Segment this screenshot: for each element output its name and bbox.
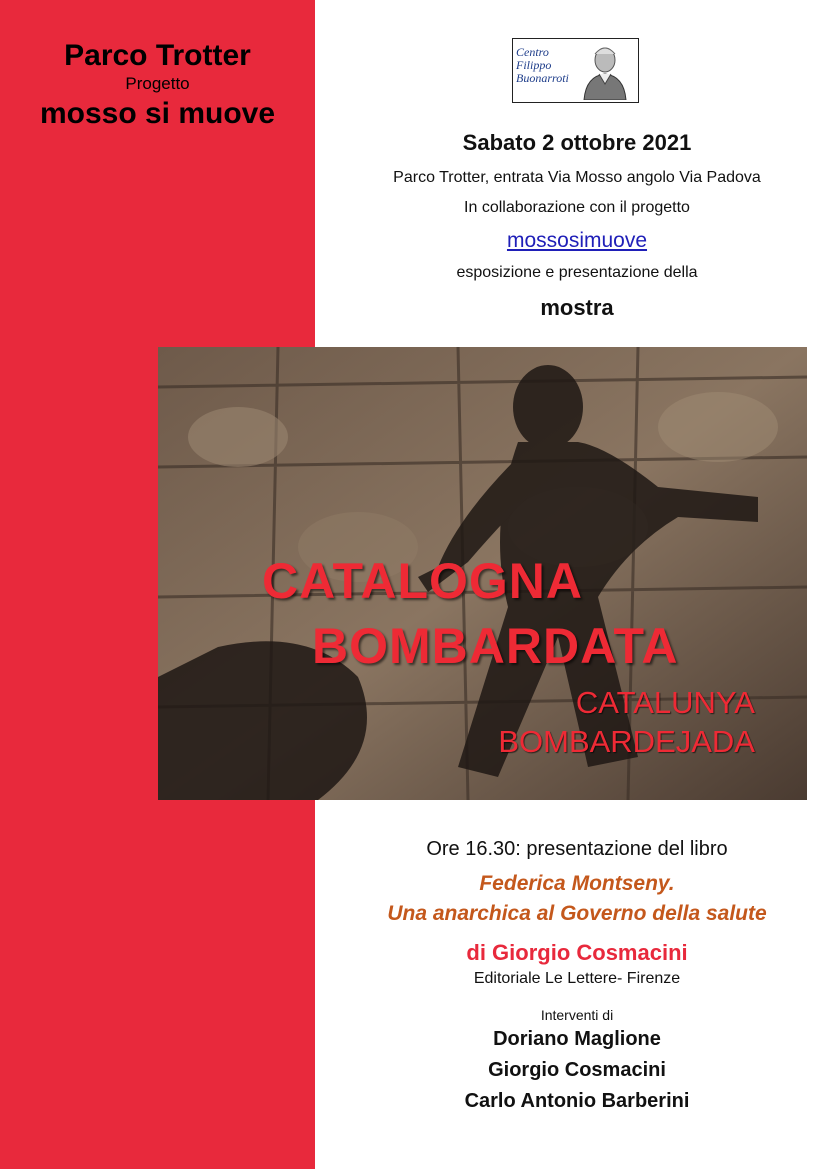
speaker-name: Giorgio Cosmacini <box>488 1059 666 1081</box>
collaboration-text: In collaborazione con il progetto <box>464 199 690 216</box>
book-title-line-1: Federica Montseny. <box>479 872 675 895</box>
speaker-name: Carlo Antonio Barberini <box>464 1090 690 1112</box>
book-publisher: Editoriale Le Lettere- Firenze <box>473 970 681 987</box>
exhibition-catalan-line-1: CATALUNYA <box>575 685 755 720</box>
logo-text <box>516 46 569 85</box>
book-author: di Giorgio Cosmacini <box>466 940 688 965</box>
band-subtitle: Progetto <box>125 74 190 93</box>
event-date: Sabato 2 ottobre 2021 <box>462 130 692 155</box>
mostra-heading: mostra <box>540 295 614 320</box>
presentation-time: Ore 16.30: presentazione del libro <box>426 838 728 860</box>
logo-line-1: Centro <box>516 45 549 59</box>
exhibition-title-line-2: BOMBARDATA <box>312 618 679 674</box>
exhibition-intro: esposizione e presentazione della <box>456 264 698 281</box>
speaker-name: Doriano Maglione <box>493 1028 661 1050</box>
speakers-heading: Interventi di <box>540 1007 614 1023</box>
logo-line-2: Filippo <box>516 58 552 72</box>
logo-line-3: Buonarroti <box>516 71 569 85</box>
exhibition-poster-image <box>158 347 807 800</box>
exhibition-title-line-1: CATALOGNA <box>262 553 583 609</box>
centro-buonarroti-logo <box>512 38 639 103</box>
project-link[interactable]: mossosimuove <box>506 229 648 252</box>
exhibition-catalan-line-2: BOMBARDEJADA <box>498 724 755 759</box>
band-title: Parco Trotter <box>64 39 251 72</box>
band-header <box>0 38 315 132</box>
event-place: Parco Trotter, entrata Via Mosso angolo Via Padova <box>393 169 761 186</box>
book-title-line-2: Una anarchica al Governo della salute <box>387 902 767 925</box>
portrait-icon <box>576 42 634 100</box>
band-project-name: mosso si muove <box>39 97 276 130</box>
